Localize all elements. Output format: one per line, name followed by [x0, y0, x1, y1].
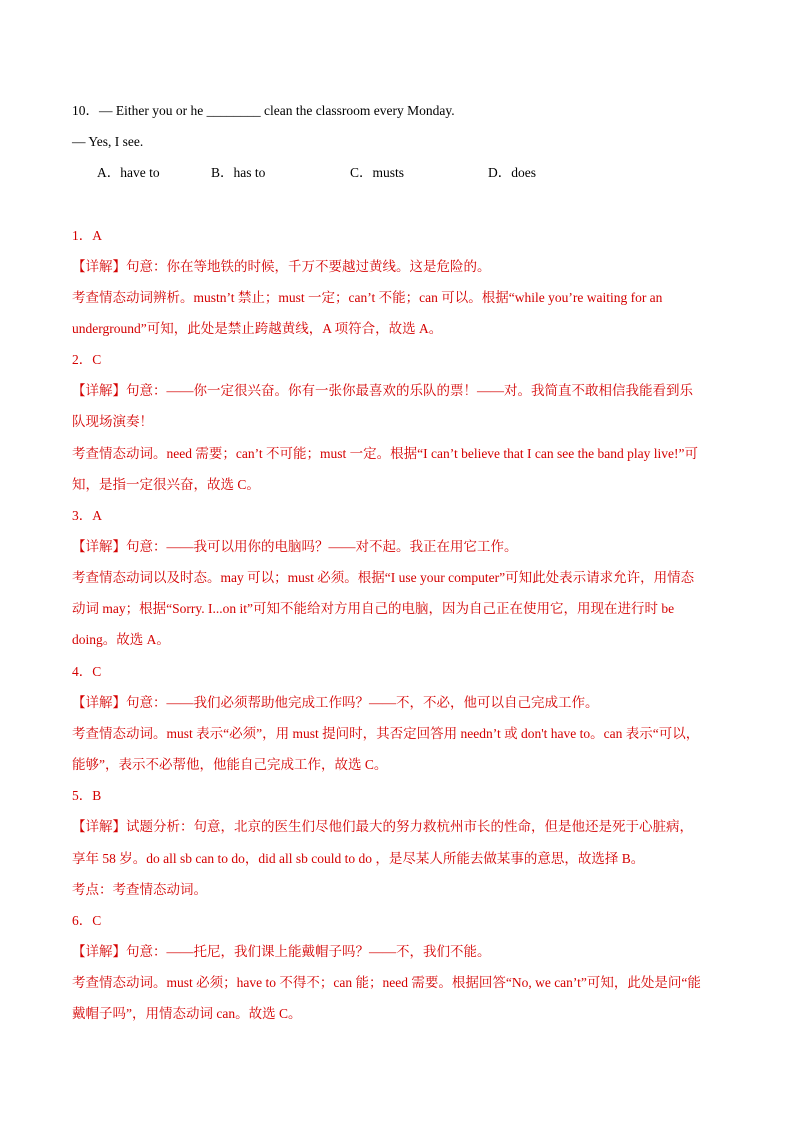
answer-explanation-line: 考查情态动词辨析。mustn’t 禁止；must 一定；can’t 不能；can 可以。根据“while you’re waiting for an: [72, 290, 663, 305]
answer-explanation-line: 考查情态动词以及时态。may 可以；must 必须。根据“I use your computer”可知此处表示请求允许，用情态: [72, 570, 695, 585]
answer-explanation-line: 【详解】句意：——你一定很兴奋。你有一张你最喜欢的乐队的票！——对。我简直不敢相信我能看到乐: [72, 383, 693, 398]
answer-explanation-line: 【详解】句意：——我可以用你的电脑吗？——对不起。我正在用它工作。: [72, 539, 518, 554]
answer-explanation-line: 享年 58 岁。do all sb can to do，did all sb could to do ，是尽某人所能去做某事的意思，故选择 B。: [72, 851, 645, 866]
answer-explanation-line: 考点：考查情态动词。: [72, 882, 207, 897]
answer-explanation-line: 考查情态动词。must 表示“必须”，用 must 提问时，其否定回答用 needn’t 或 don't have to。can 表示“可以，: [72, 726, 700, 741]
answer-explanation-line: 戴帽子吗”，用情态动词 can。故选 C。: [72, 1006, 302, 1021]
answer-explanation-line: 【详解】句意：——托尼，我们课上能戴帽子吗？——不，我们不能。: [72, 944, 491, 959]
option-c: C．musts: [350, 165, 405, 180]
answer-explanation-line: 考查情态动词。must 必须；have to 不得不；can 能；need 需要。根据回答“No, we can’t”可知，此处是问“能: [72, 975, 701, 990]
answer-number: 2．C: [72, 352, 102, 367]
question-10-stem: 10．— Either you or he ________ clean the classroom every Monday.: [72, 103, 455, 118]
answer-explanation-line: 队现场演奏！: [72, 414, 153, 429]
answer-explanation-line: 【详解】句意：你在等地铁的时候，千万不要越过黄线。这是危险的。: [72, 259, 491, 274]
question-10-reply: — Yes, I see.: [72, 134, 144, 149]
answer-number: 3．A: [72, 508, 102, 523]
answer-explanation-line: underground”可知，此处是禁止跨越黄线，A 项符合，故选 A。: [72, 321, 443, 336]
option-b: B．has to: [211, 165, 266, 180]
answer-explanation-line: 【详解】句意：——我们必须帮助他完成工作吗？——不，不必，他可以自己完成工作。: [72, 695, 599, 710]
answer-explanation-line: 能够”，表示不必帮他，他能自己完成工作，故选 C。: [72, 757, 388, 772]
answer-explanation-line: 考查情态动词。need 需要；can’t 不可能；must 一定。根据“I can’t believe that I can see the band play live!”可: [72, 446, 698, 461]
answer-number: 1．A: [72, 228, 102, 243]
answer-number: 4．C: [72, 664, 102, 679]
answer-explanation-line: 动词 may；根据“Sorry. I...on it”可知不能给对方用自己的电脑，因为自己正在使用它，用现在进行时 be: [72, 601, 675, 616]
option-d: D．does: [488, 165, 536, 180]
answer-explanation-line: 【详解】试题分析：句意，北京的医生们尽他们最大的努力救杭州市长的性命，但是他还是死于心脏病，: [72, 819, 693, 834]
answer-explanation-line: doing。故选 A。: [72, 632, 170, 647]
answer-explanation-line: 知，是指一定很兴奋，故选 C。: [72, 477, 260, 492]
answer-number: 6．C: [72, 913, 102, 928]
answer-number: 5．B: [72, 788, 102, 803]
option-a: A．have to: [97, 165, 160, 180]
